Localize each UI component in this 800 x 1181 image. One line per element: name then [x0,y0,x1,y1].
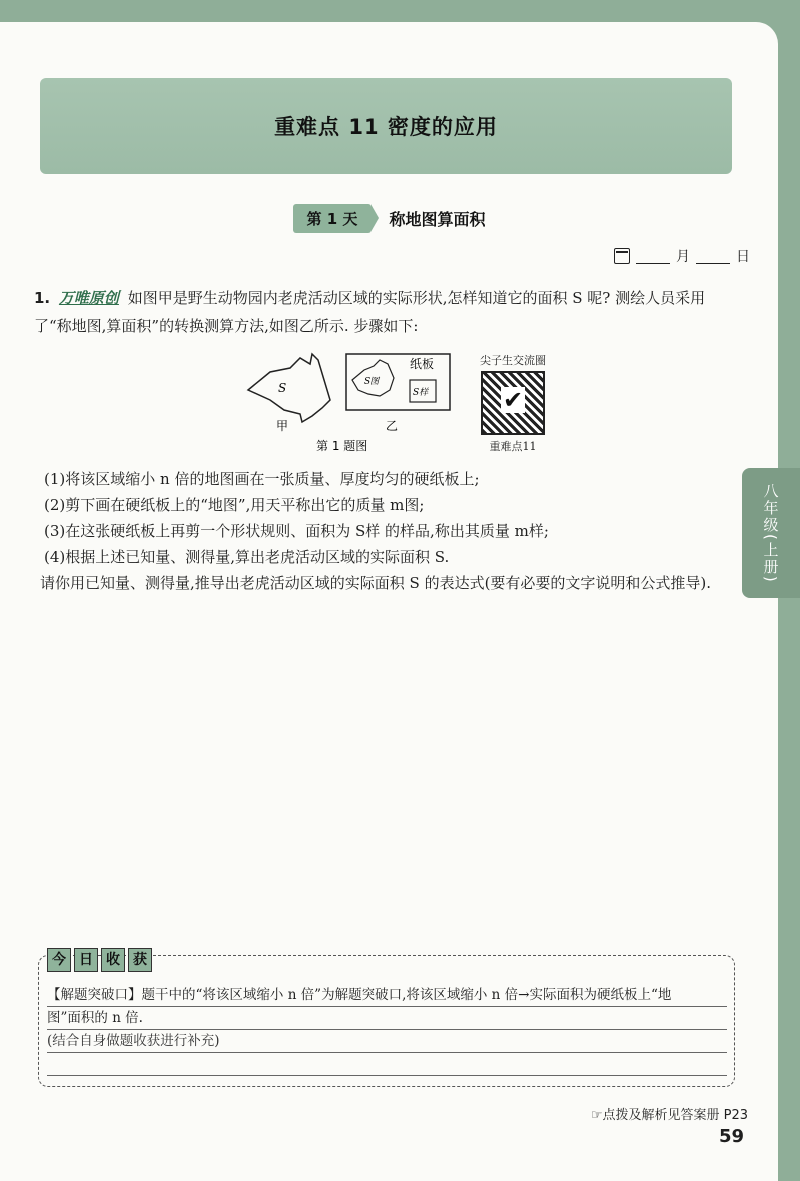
step-3: (3)在这张硬纸板上再剪一个形状规则、面积为 S样 的样品,称出其质量 m样; [44,522,549,540]
question-number: 1. [34,289,51,307]
section-title: 重难点 11 密度的应用 [274,115,498,139]
section-banner [40,78,732,174]
question-prompt: 请你用已知量、测得量,推导出老虎活动区域的实际面积 S 的表达式(要有必要的文字说明和公式推导). [40,574,712,592]
harvest-line-2: 图”面积的 n 倍. [47,1007,727,1030]
day-badge: 第 1 天 [293,204,372,233]
label-yi: 乙 [386,419,399,433]
harvest-title-char-4: 获 [128,948,152,972]
step-1: (1)将该区域缩小 n 倍的地图画在一张质量、厚度均匀的硬纸板上; [44,470,480,488]
month-blank[interactable] [636,249,670,264]
harvest-title-char-1: 今 [47,948,71,972]
s-sample-label: S样 [413,388,429,398]
shape-s-label: S [278,381,287,395]
question-steps [40,466,744,596]
qr-code[interactable] [481,371,545,435]
day-blank[interactable] [696,249,730,264]
harvest-title [47,948,152,972]
grade-side-tab [742,468,800,598]
label-jia: 甲 [276,419,289,433]
day-title: 称地图算面积 [389,210,486,229]
figure-caption: 第 1 题图 [316,439,368,453]
qr-bottom-label: 重难点11 [489,440,537,453]
question-tag: 万唯原创 [58,289,119,307]
step-2: (2)剪下画在硬纸板上的“地图”,用天平称出它的质量 m图; [44,496,425,514]
page-number: 59 [718,1126,744,1147]
question-intro: 如图甲是野生动物园内老虎活动区域的实际形状,怎样知道它的面积 S 呢? 测绘人员采用了“称地图,算面积”的转换测算方法,如图乙所示. 步骤如下: [34,289,706,335]
harvest-title-char-2: 日 [74,948,98,972]
question-1 [34,284,740,340]
step-4: (4)根据上述已知量、测得量,算出老虎活动区域的实际面积 S. [44,548,450,566]
harvest-body [47,984,727,1076]
date-line [614,246,750,266]
day-header [0,204,778,233]
harvest-blank-line[interactable] [47,1053,727,1076]
answer-reference: ☞点拨及解析见答案册 P23 [590,1108,748,1123]
month-label: 月 [676,249,690,265]
s-map-label: S图 [364,377,380,387]
harvest-note: (结合自身做题收获进行补充) [47,1030,727,1053]
qr-top-label: 尖子生交流圈 [480,354,546,367]
harvest-title-char-3: 收 [101,948,125,972]
qr-block [468,352,558,454]
region-shape-jia [248,354,330,422]
calendar-icon [614,248,630,264]
grade-label: 八年级(上册) [761,482,780,584]
day-label: 日 [736,249,750,265]
board-label: 纸板 [410,357,435,371]
today-harvest-box [38,952,735,1087]
harvest-line-1: 【解题突破口】题干中的“将该区域缩小 n 倍”为解题突破口,将该区域缩小 n 倍→实际面积为硬纸板上“地 [47,984,727,1007]
